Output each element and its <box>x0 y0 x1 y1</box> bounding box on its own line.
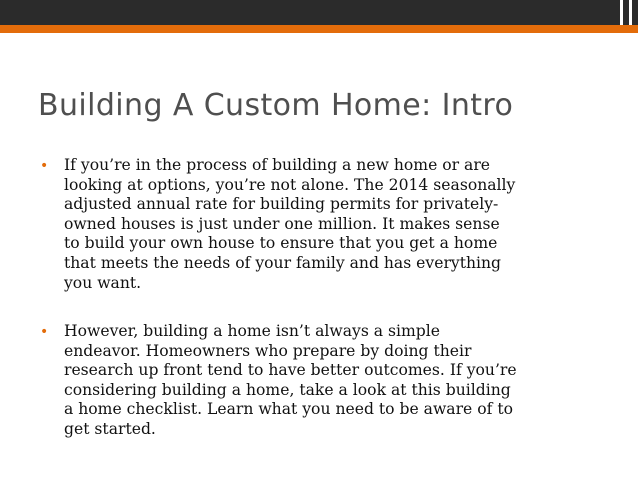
bullet-line: looking at options, you’re not alone. The 2014 seasonally <box>64 175 516 194</box>
bullet-line: considering building a home, take a look at this building <box>64 380 511 399</box>
bullet-line: to build your own house to ensure that you get a home <box>64 234 498 253</box>
bullet-line: you want. <box>64 273 142 292</box>
bullet-text <box>64 156 596 293</box>
bullet-line: However, building a home isn’t always a simple <box>64 322 441 340</box>
bullet-line: that meets the needs of your family and has everything <box>64 253 502 272</box>
bullet-line: get started. <box>64 419 156 438</box>
bullet-text <box>64 322 596 440</box>
slide-title: Building A Custom Home: Intro <box>38 88 514 123</box>
corner-tick-decoration <box>629 0 632 25</box>
bullet-line: endeavor. Homeowners who prepare by doing their <box>64 341 472 360</box>
top-dark-bar <box>0 0 638 25</box>
bullet-marker: • <box>40 158 49 174</box>
bullet-line: adjusted annual rate for building permits for privately- <box>64 195 499 214</box>
bullet-line: owned houses is just under one million. It makes sense <box>64 214 500 233</box>
orange-accent-bar <box>0 25 638 33</box>
bullet-line: a home checklist. Learn what you need to be aware of to <box>64 400 514 419</box>
corner-tick-decoration <box>620 0 623 25</box>
bullet-line: research up front tend to have better outcomes. If you’re <box>64 361 517 380</box>
bullet-marker: • <box>40 324 49 340</box>
bullet-line: If you’re in the process of building a new home or are <box>64 156 491 174</box>
